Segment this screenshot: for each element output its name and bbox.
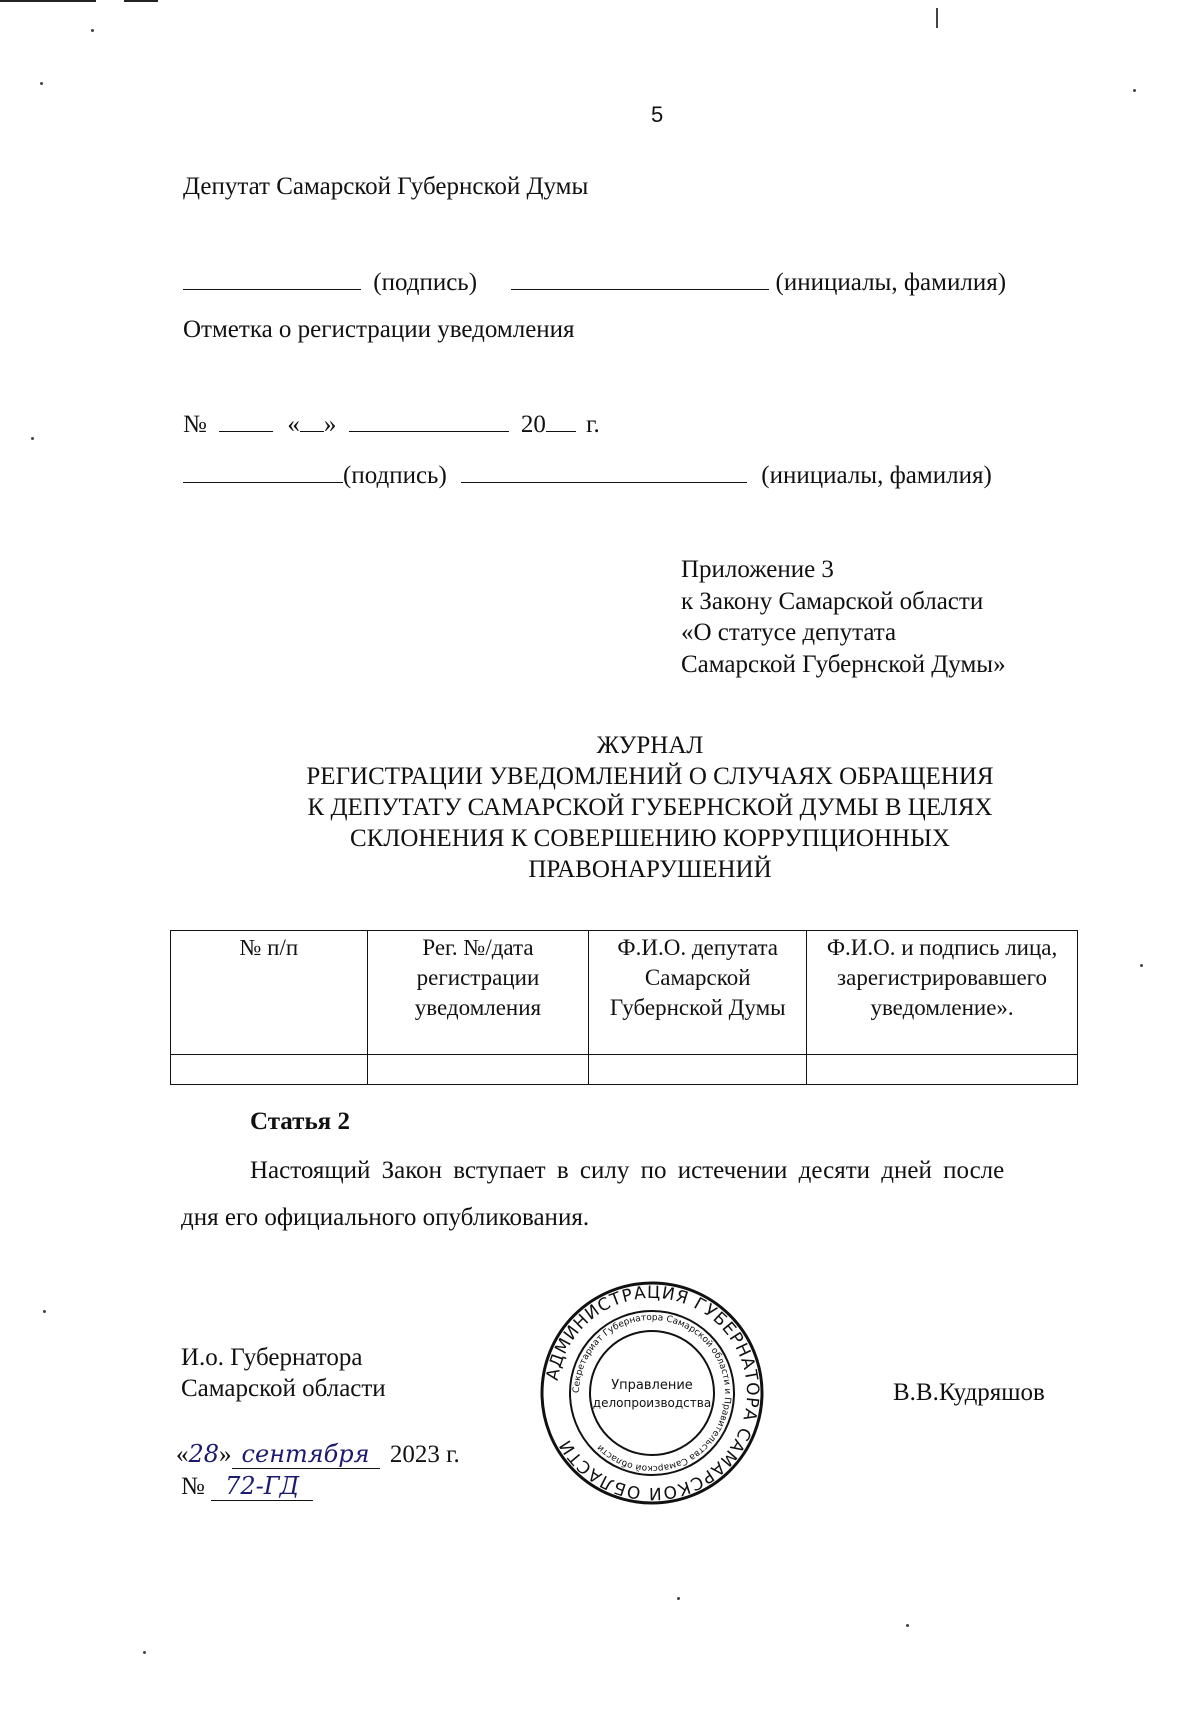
appendix-line-1: Приложение 3 (681, 556, 834, 583)
header-number: № п/п (171, 931, 368, 1055)
scan-speck (43, 1310, 46, 1313)
date-month: сентября (232, 1440, 380, 1469)
name-blank (511, 267, 769, 290)
journal-title-line-3: К ДЕПУТАТУ САМАРСКОЙ ГУБЕРНСКОЙ ДУМЫ В ЦЕЛЯХ (307, 794, 993, 821)
table-cell (367, 1055, 589, 1085)
article-body-line-2: дня его официального опубликования. (181, 1204, 590, 1231)
signer-role-line-2: Самарской области (181, 1375, 386, 1402)
name-hint-2: (инициалы, фамилия) (761, 462, 992, 489)
signer-role-line-1: И.о. Губернатора (181, 1344, 363, 1371)
article-heading: Статья 2 (250, 1108, 350, 1135)
scan-speck (1140, 964, 1143, 967)
registration-mark: Отметка о регистрации уведомления (183, 316, 575, 343)
journal-title-line-1: ЖУРНАЛ (596, 732, 704, 759)
scan-artifact-line (124, 0, 158, 2)
signature-line-2 (183, 460, 992, 491)
stamp-inner-text: Секретариат Губернатора Самарской области и Правительства Самарской области (571, 1312, 733, 1474)
deputy-title: Депутат Самарской Губернской Думы (183, 173, 589, 200)
journal-title-line-4: СКЛОНЕНИЯ К СОВЕРШЕНИЮ КОРРУПЦИОННЫХ (350, 825, 950, 852)
quote-open: « (287, 411, 300, 438)
date-year: 2023 г. (389, 1441, 460, 1468)
table-header-row (171, 931, 1078, 1055)
page-number: 5 (651, 102, 664, 127)
scan-speck (677, 1597, 680, 1600)
stamp-center-line-1: Управление (611, 1378, 693, 1393)
journal-title-line-5: ПРАВОНАРУШЕНИЙ (528, 856, 772, 883)
header-deputy-name: Ф.И.О. депутата Самарской Губернской Думы (589, 931, 807, 1055)
month-blank (349, 409, 509, 432)
scan-speck (40, 82, 43, 85)
scan-speck (1133, 89, 1136, 92)
scan-speck (91, 29, 94, 32)
signature-hint-2: (подпись) (343, 462, 447, 489)
official-stamp (537, 1278, 767, 1508)
article-body-line-1: Настоящий Закон вступает в силу по истечении десяти дней после (250, 1157, 1005, 1184)
number-blank (219, 409, 273, 432)
date-quote-open: « (176, 1441, 189, 1468)
stamp-inner-border (590, 1331, 714, 1455)
scan-speck (31, 437, 34, 440)
day-blank (300, 409, 324, 432)
quote-close: » (323, 411, 337, 438)
stamp-center-line-2: делопроизводства (592, 1396, 712, 1410)
name-blank-2 (461, 460, 747, 483)
year-suffix: г. (586, 411, 600, 438)
scan-speck (143, 1651, 146, 1654)
year-prefix: 20 (520, 411, 546, 438)
number-sign: № (183, 411, 207, 438)
signature-blank (183, 267, 361, 290)
law-number-value: 72-ГД (211, 1472, 313, 1501)
signature-line-1 (183, 267, 1006, 298)
table-cell (171, 1055, 368, 1085)
table-cell (589, 1055, 807, 1085)
appendix-line-2: к Закону Самарской области (681, 588, 984, 615)
law-number (181, 1471, 313, 1502)
header-registration: Рег. №/дата регистрации уведомления (367, 931, 589, 1055)
journal-table (170, 930, 1078, 1085)
signer-name: В.В.Кудряшов (893, 1379, 1045, 1406)
journal-title (150, 730, 1150, 885)
table-row (171, 1055, 1078, 1085)
signature-hint: (подпись) (373, 269, 478, 296)
table-cell (807, 1055, 1078, 1085)
signature-blank-2 (183, 460, 343, 483)
scan-speck (906, 1624, 909, 1627)
journal-title-line-2: РЕГИСТРАЦИИ УВЕДОМЛЕНИЙ О СЛУЧАЯХ ОБРАЩЕНИЯ (306, 763, 994, 790)
registration-number-line (183, 409, 600, 440)
year-blank (546, 409, 576, 432)
appendix-line-3: «О статусе депутата (681, 619, 897, 646)
date-quote-close: » (219, 1441, 232, 1468)
stamp-middle-border (570, 1311, 734, 1475)
name-hint: (инициалы, фамилия) (775, 269, 1007, 296)
scan-artifact-line (936, 8, 938, 28)
appendix-line-4: Самарской Губернской Думы» (681, 651, 1006, 678)
scan-artifact-line (0, 0, 96, 2)
header-registrar: Ф.И.О. и подпись лица, зарегистрировавшего уведомление». (807, 931, 1078, 1055)
law-date (176, 1439, 460, 1470)
stamp-outer-text: АДМИНИСТРАЦИЯ ГУБЕРНАТОРА САМАРСКОЙ ОБЛАСТИ (542, 1282, 763, 1504)
date-day: 28 (188, 1440, 220, 1468)
number-sign-2: № (181, 1473, 205, 1500)
